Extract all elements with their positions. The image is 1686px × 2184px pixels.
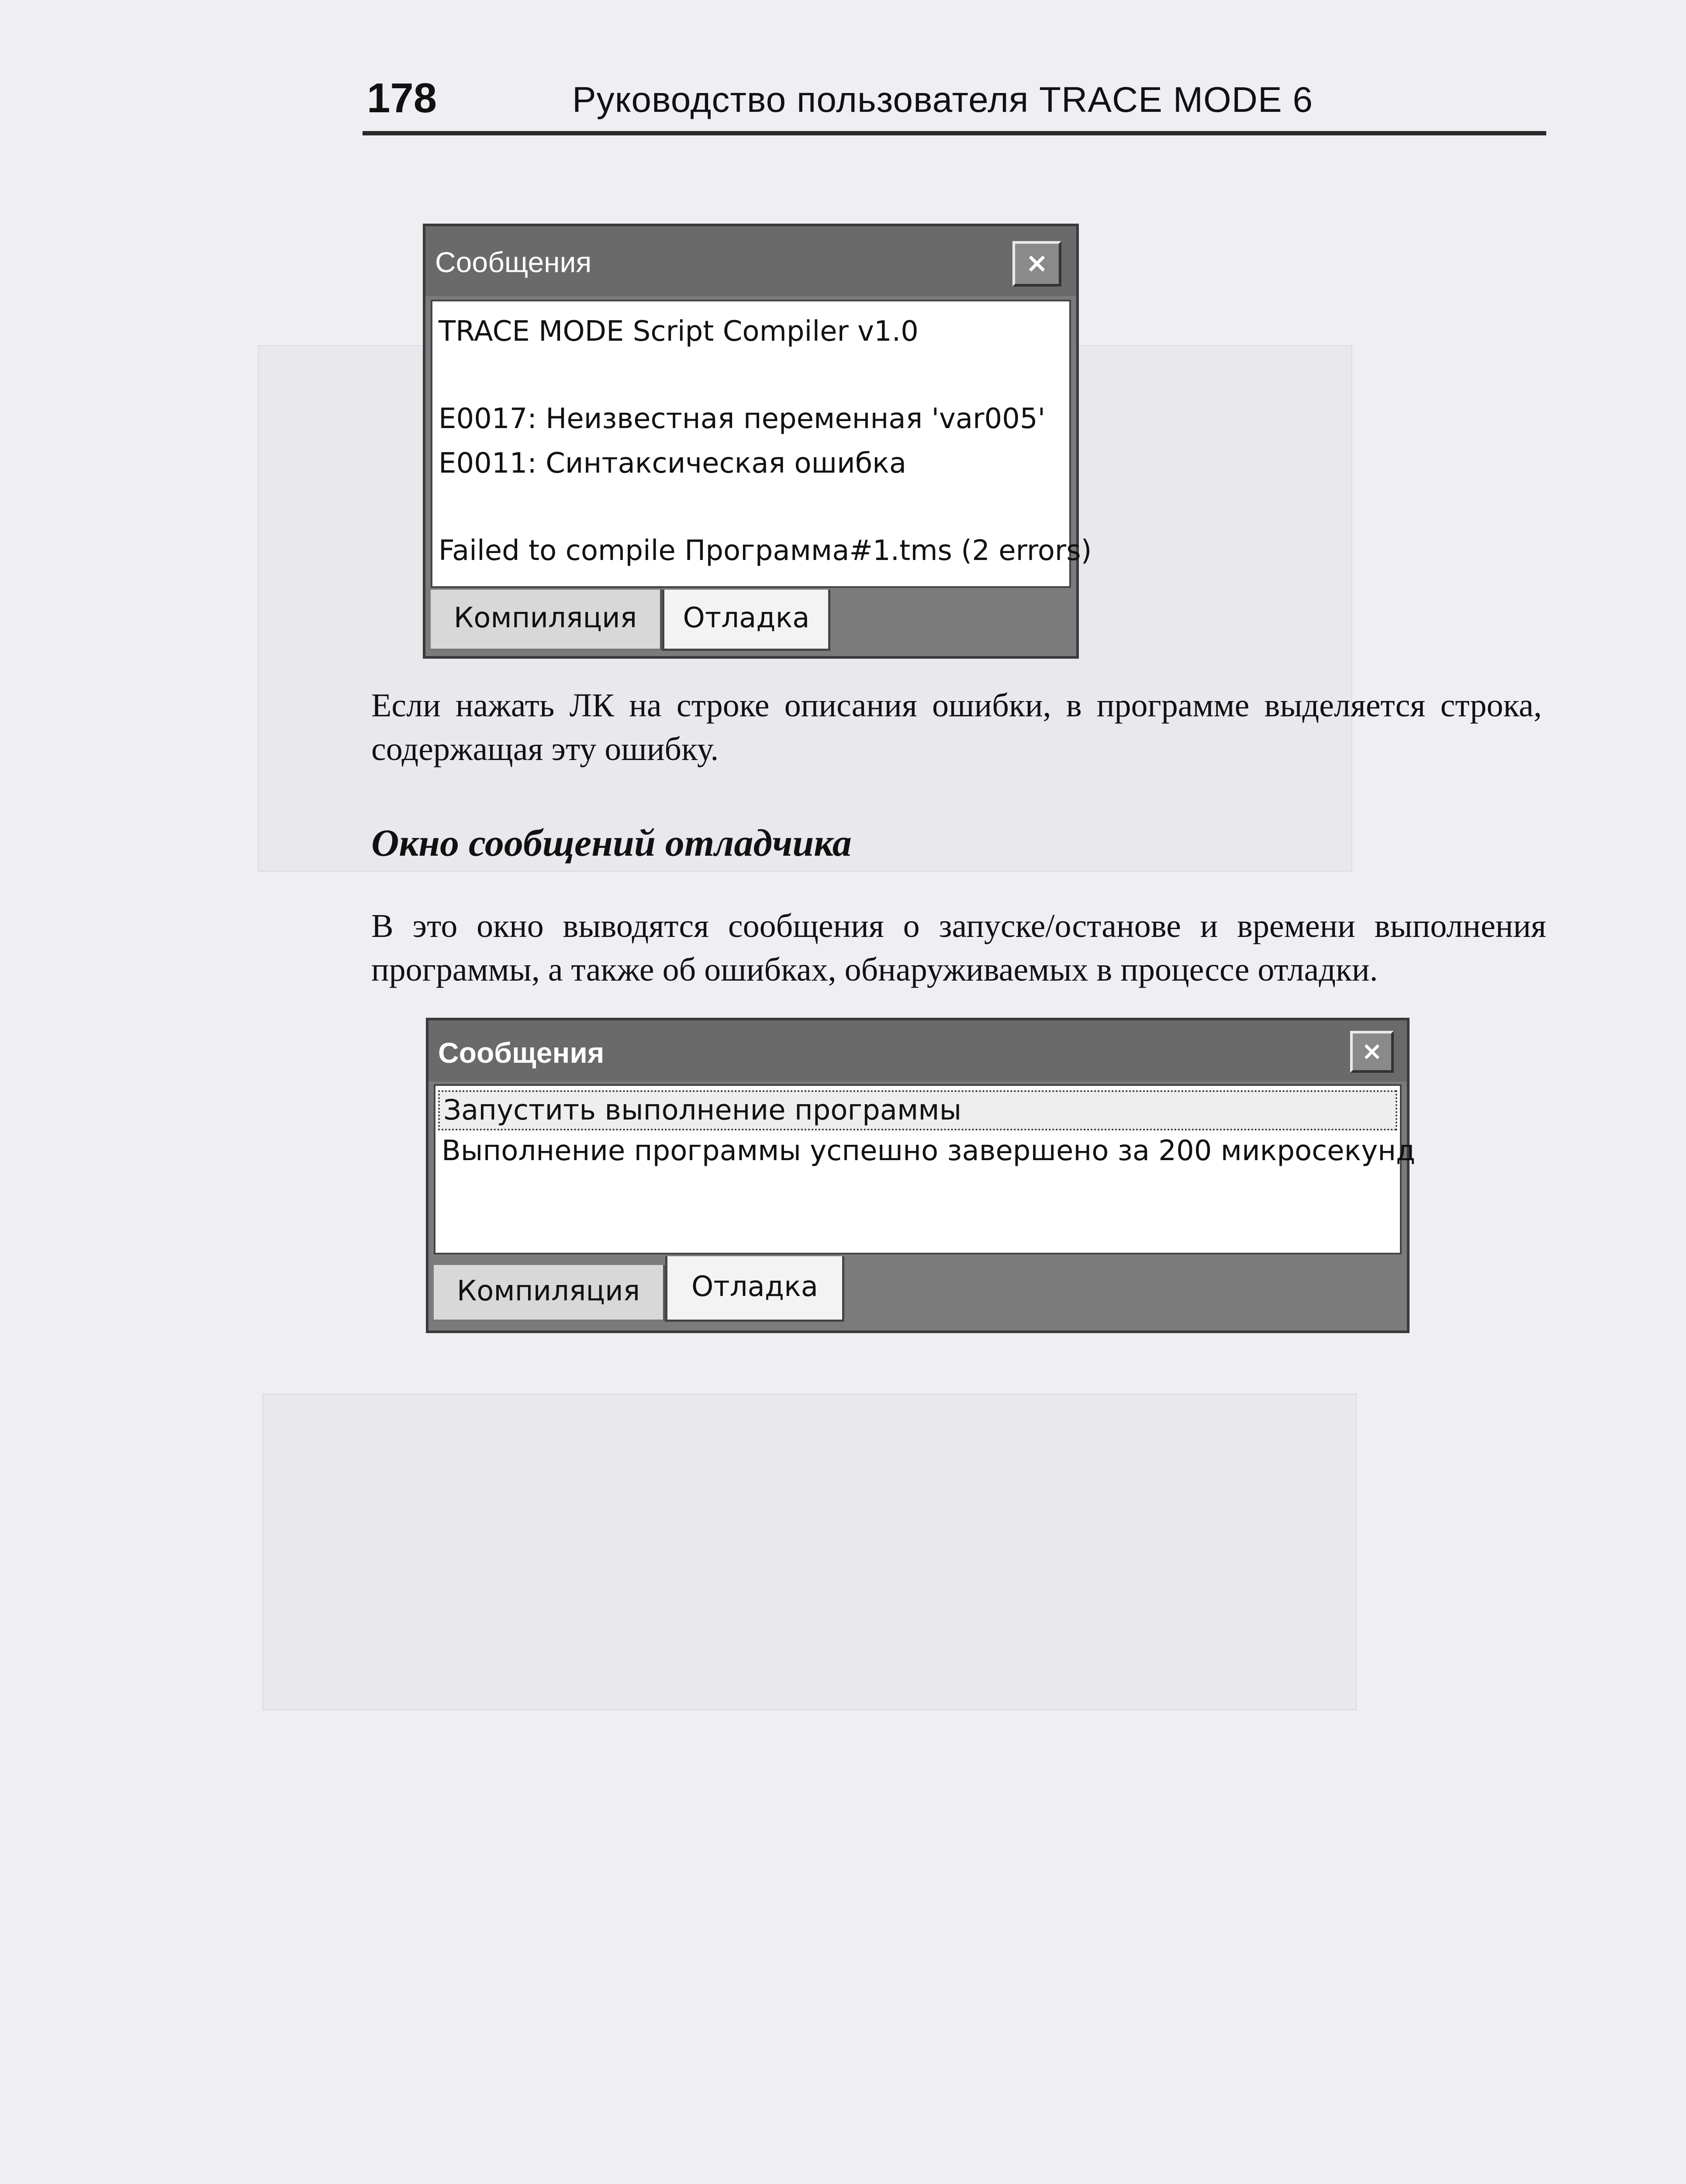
window-title: Сообщения [435, 246, 592, 278]
window-titlebar[interactable] [425, 226, 1076, 296]
message-item-selected[interactable]: Запустить выполнение программы [438, 1090, 1397, 1130]
messages-window-debug [426, 1018, 1416, 1333]
body-paragraph: Если нажать ЛК на строке описания ошибки, в программе выделяется строка, содержащая эту ошибку. [371, 687, 1542, 767]
message-list [431, 300, 1092, 588]
tab-bar [434, 1256, 1402, 1326]
window-title: Сообщения [438, 1037, 605, 1069]
close-button[interactable] [1350, 1031, 1394, 1073]
page-number: 178 [367, 75, 437, 121]
message-item-error[interactable]: E0011: Синтаксическая ошибка [439, 447, 907, 480]
message-list [434, 1084, 1416, 1254]
close-icon: × [1026, 247, 1048, 279]
tab-compile[interactable]: Компиляция [431, 590, 662, 651]
body-paragraph: В это окно выводятся сообщения о запуске/останове и времени выполнения программы, а также об ошибках, обнаруживаемых в процессе отладки. [371, 908, 1546, 988]
tab-debug[interactable]: Отладка [665, 1256, 844, 1322]
bleed-through-box [262, 1393, 1357, 1711]
tab-debug[interactable]: Отладка [662, 590, 830, 651]
close-icon: × [1361, 1036, 1383, 1066]
window-titlebar[interactable] [428, 1020, 1407, 1082]
tab-compile[interactable]: Компиляция [434, 1265, 665, 1322]
message-item[interactable]: Failed to compile Программа#1.tms (2 errors) [439, 535, 1092, 567]
page-header [363, 70, 1546, 135]
tab-bar [431, 590, 1071, 655]
message-item[interactable]: TRACE MODE Script Compiler v1.0 [439, 315, 919, 348]
section-heading: Окно сообщений отладчика [371, 822, 852, 864]
message-item[interactable]: Выполнение программы успешно завершено за 200 микросекунд [442, 1135, 1416, 1167]
running-title: Руководство пользователя TRACE MODE 6 [572, 80, 1313, 120]
message-item-error[interactable]: E0017: Неизвестная переменная 'var005' [439, 403, 1046, 435]
close-button[interactable] [1012, 241, 1061, 287]
messages-window-compile [423, 224, 1092, 659]
